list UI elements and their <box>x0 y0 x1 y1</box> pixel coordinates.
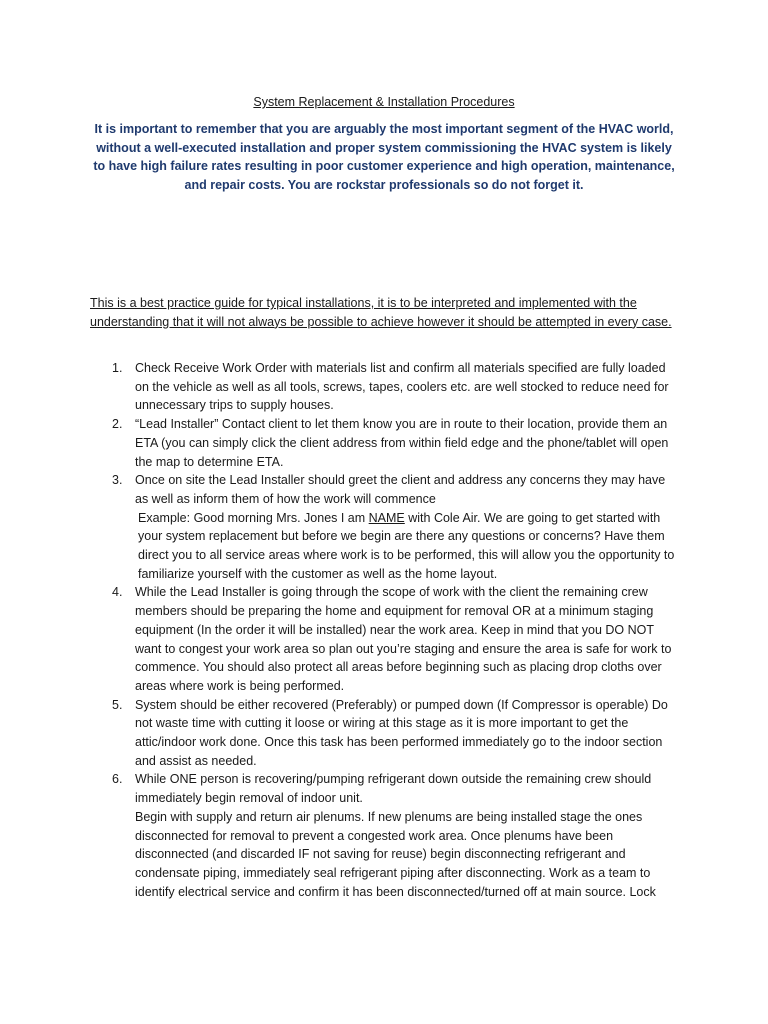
procedure-steps-list <box>90 359 680 901</box>
step-number: 2. <box>112 417 123 432</box>
step-text: Check Receive Work Order with materials list and confirm all materials specified are fully loaded on the vehicle as well as all tools, screws, tapes, coolers etc. are well stocked to reduce need for unnecessary trips to supply houses. <box>135 361 669 413</box>
step-number: 6. <box>112 772 123 787</box>
list-item <box>90 583 680 695</box>
step-number: 5. <box>112 697 123 712</box>
step-continuation-text: Begin with supply and return air plenums. If new plenums are being installed stage the ones disconnected for removal to prevent a congested work area. Once plenums have been disconnected (and discarded IF not saving for reuse) begin disconnecting refrigerant and condensate piping, immediately seal refrigerant piping after disconnecting. Work as a team to identify electrical service and confirm it has been disconnected/turned off at main source. Lock <box>135 809 656 899</box>
example-text-before: Example: Good morning Mrs. Jones I am <box>138 510 369 525</box>
step-text: While ONE person is recovering/pumping refrigerant down outside the remaining crew should immediately begin removal of indoor unit. <box>135 772 652 806</box>
step-text: Once on site the Lead Installer should greet the client and address any concerns they may have as well as inform them of how the work will commence <box>135 473 666 506</box>
list-item <box>90 770 680 901</box>
example-name-placeholder: NAME <box>368 510 405 525</box>
step-text: “Lead Installer” Contact client to let them know you are in route to their location, provide them an ETA (you can simply click the client address from within field edge and the phone/tablet will open the map to determine ETA. <box>135 417 669 469</box>
guide-paragraph: This is a best practice guide for typical installations, it is to be interpreted and implemented with the understanding that it will not always be possible to achieve however it should be attempted in every case. <box>90 296 672 329</box>
list-item <box>90 471 680 583</box>
step-example <box>135 509 680 584</box>
document-title: System Replacement & Installation Procedures <box>253 95 515 109</box>
step-number: 4. <box>112 585 123 600</box>
list-item <box>90 359 680 415</box>
step-text: System should be either recovered (Preferably) or pumped down (If Compressor is operable) Do not waste time with cutting it loose or wiring at this stage as it is more important to get the attic/indoor work done. Once this task has been performed immediately go to the indoor section and assist as needed. <box>135 697 668 768</box>
step-text: While the Lead Installer is going through the scope of work with the client the remaining crew members should be preparing the home and equipment for removal OR at a minimum staging equipment (In the order it will be installed) near the work area. Keep in mind that you DO NOT want to congest your work area so plan out you’re staging and ensure the area is safe for work to commence. You should also protect all areas before beginning such as placing drop cloths over areas where work is being performed. <box>135 585 672 693</box>
step-number: 1. <box>112 361 123 375</box>
list-item <box>90 696 680 771</box>
step-number: 3. <box>112 473 123 488</box>
list-item <box>90 415 680 471</box>
example-text-after: with Cole Air. We are going to get started with your system replacement but before we begin are there any questions or concerns? Have them direct you to all service areas where work is to be performed, this will allow you the opportunity to familiarize yourself with the customer as well as the home layout. <box>138 510 675 581</box>
intro-paragraph: It is important to remember that you are arguably the most important segment of the HVAC world, without a well-executed installation and proper system commissioning the HVAC system is likely to have high failure rates resulting in poor customer experience and high operation, maintenance, and repair costs. You are rockstar professionals so do not forget it. <box>93 122 675 193</box>
